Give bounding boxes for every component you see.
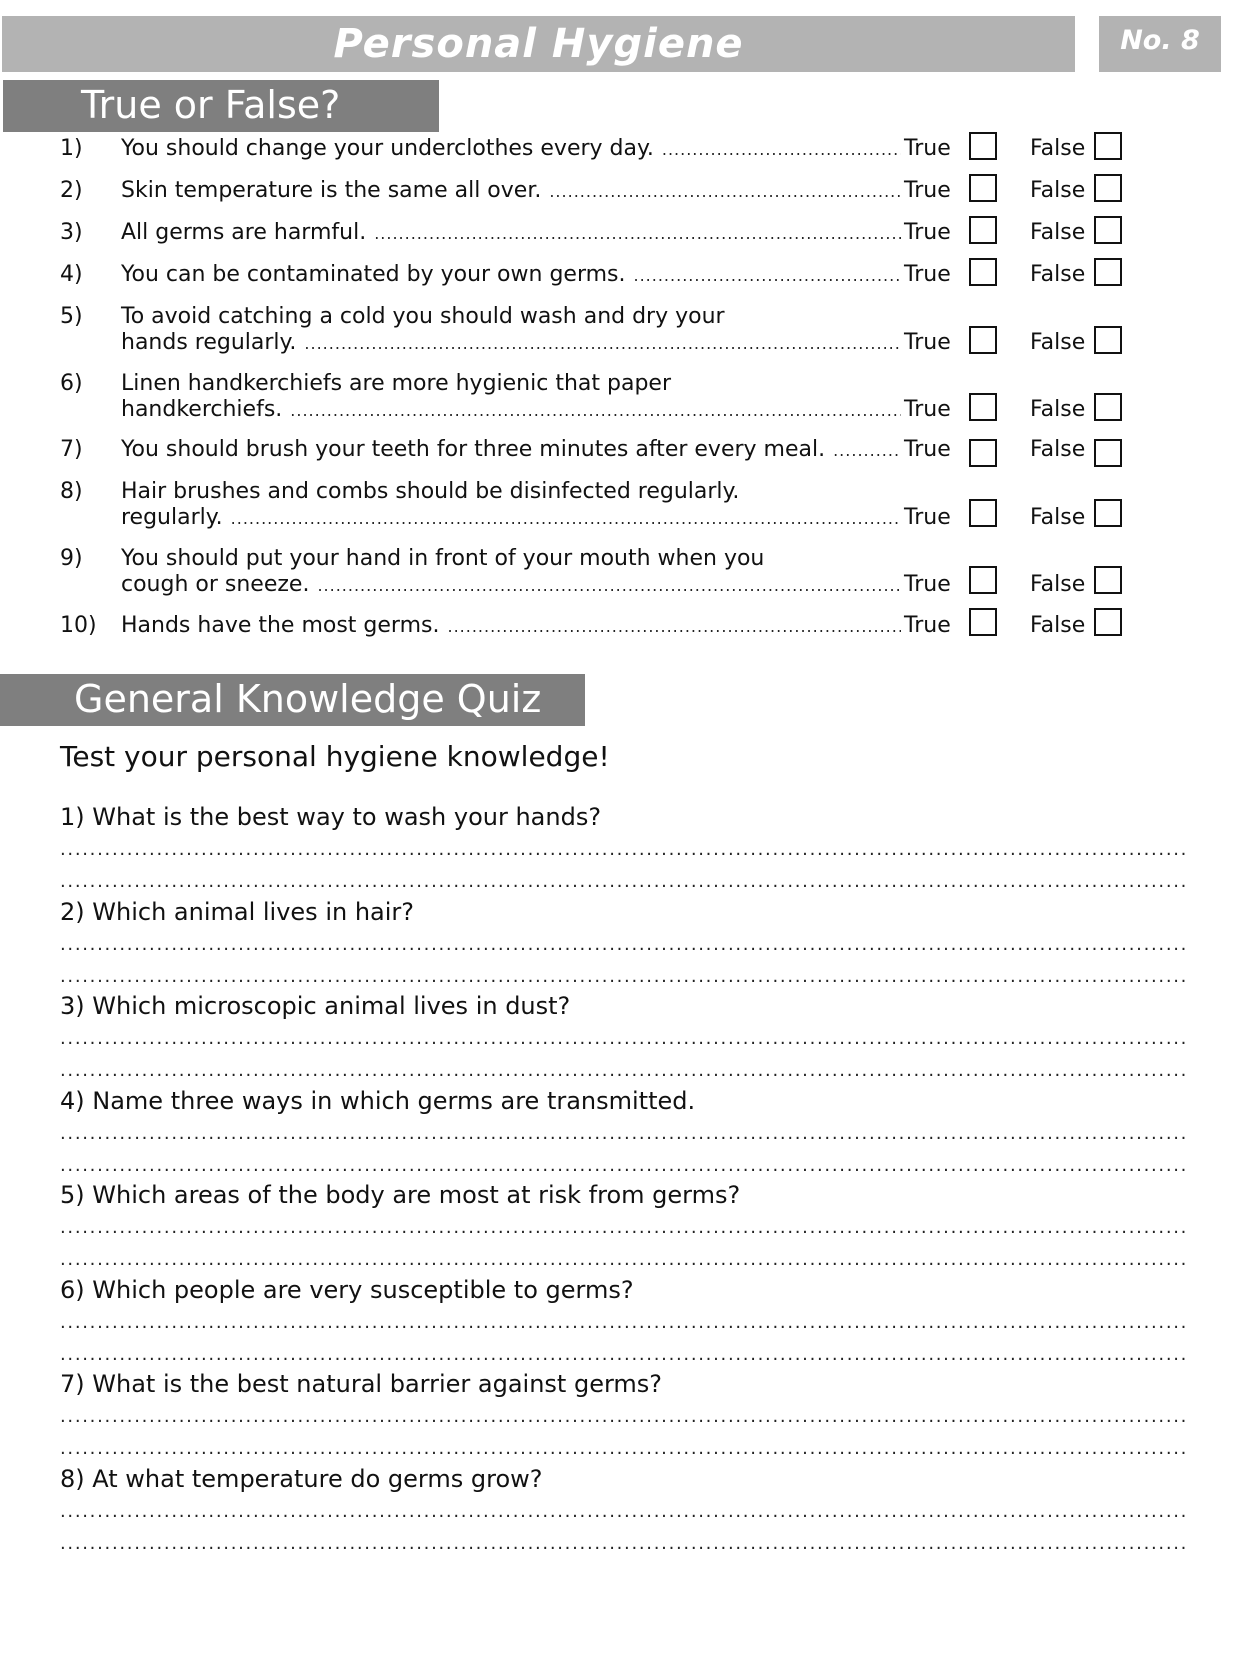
true-checkbox[interactable]: [969, 258, 997, 286]
tf-statement-line: All germs are harmful.: [121, 220, 367, 245]
answer-line[interactable]: [60, 1118, 1185, 1150]
answer-line[interactable]: [60, 1212, 1185, 1244]
tf-statement-line: regularly.: [121, 505, 223, 530]
answer-line[interactable]: [60, 1401, 1185, 1433]
dot-leader: [231, 506, 901, 532]
dot-leader: [634, 263, 902, 289]
quiz-question: [60, 895, 1185, 993]
false-label: False: [1030, 437, 1086, 462]
false-label: False: [1030, 262, 1086, 287]
false-checkbox[interactable]: [1094, 439, 1122, 467]
question-text: 2) Which animal lives in hair?: [60, 897, 415, 926]
dot-leader: [290, 398, 901, 424]
question-text: 3) Which microscopic animal lives in dust?: [60, 992, 571, 1020]
true-label: True: [904, 505, 951, 530]
answer-line[interactable]: [60, 929, 1185, 961]
answer-line[interactable]: [60, 866, 1185, 898]
quiz-subtitle: Test your personal hygiene knowledge!: [60, 740, 610, 773]
tf-statement-line: hands regularly.: [121, 330, 297, 355]
false-label: False: [1030, 330, 1086, 355]
true-label: True: [904, 330, 951, 355]
answer-line[interactable]: [60, 1307, 1185, 1339]
answer-line[interactable]: [60, 1150, 1185, 1182]
dot-leader: [374, 221, 901, 247]
tf-statement-line: Hair brushes and combs should be disinfected regularly.: [121, 479, 740, 504]
tf-statement-line: You can be contaminated by your own germs.: [121, 262, 626, 287]
question-text: 6) Which people are very susceptible to germs?: [60, 1275, 634, 1304]
false-checkbox[interactable]: [1094, 566, 1122, 594]
true-checkbox[interactable]: [969, 326, 997, 354]
true-label: True: [904, 613, 951, 638]
tf-number: 3): [60, 220, 83, 245]
false-label: False: [1030, 178, 1086, 203]
true-checkbox[interactable]: [969, 608, 997, 636]
false-checkbox[interactable]: [1094, 132, 1122, 160]
quiz-question: [60, 1084, 1185, 1182]
true-label: True: [904, 220, 951, 245]
dot-leader: [833, 438, 901, 464]
answer-line[interactable]: [60, 1496, 1185, 1528]
true-label: True: [904, 178, 951, 203]
tf-number: 8): [60, 479, 83, 504]
answer-line[interactable]: [60, 1528, 1185, 1560]
false-checkbox[interactable]: [1094, 174, 1122, 202]
false-checkbox[interactable]: [1094, 326, 1122, 354]
quiz-question: [60, 1273, 1185, 1371]
true-checkbox[interactable]: [969, 393, 997, 421]
worksheet-title: Personal Hygiene: [2, 16, 1075, 72]
answer-line[interactable]: [60, 1244, 1185, 1276]
tf-statement-line: You should put your hand in front of your mouth when you: [121, 546, 765, 571]
false-label: False: [1030, 220, 1086, 245]
quiz-question: [60, 800, 1185, 898]
false-label: False: [1030, 136, 1086, 161]
true-checkbox[interactable]: [969, 174, 997, 202]
false-label: False: [1030, 397, 1086, 422]
false-label: False: [1030, 613, 1086, 638]
false-label: False: [1030, 572, 1086, 597]
tf-statement-line: handkerchiefs.: [121, 397, 283, 422]
true-label: True: [904, 572, 951, 597]
true-checkbox[interactable]: [969, 132, 997, 160]
false-checkbox[interactable]: [1094, 216, 1122, 244]
tf-statement: [121, 220, 901, 247]
dot-leader: [317, 573, 901, 599]
tf-statement: [121, 479, 901, 532]
tf-number: 9): [60, 546, 83, 571]
true-checkbox[interactable]: [969, 439, 997, 467]
tf-statement: [121, 262, 901, 289]
tf-statement: [121, 437, 901, 464]
tf-statement: [121, 371, 901, 424]
true-label: True: [904, 437, 951, 462]
quiz-question: [60, 1367, 1185, 1465]
quiz-question: [60, 1178, 1185, 1276]
dot-leader: [549, 179, 901, 205]
true-label: True: [904, 262, 951, 287]
tf-statement: [121, 546, 901, 599]
tf-statement-line: Linen handkerchiefs are more hygienic that paper: [121, 371, 671, 396]
tf-number: 7): [60, 437, 83, 462]
tf-number: 5): [60, 304, 83, 329]
answer-line[interactable]: [60, 1055, 1185, 1087]
question-text: 7) What is the best natural barrier against germs?: [60, 1370, 663, 1398]
tf-statement-line: You should brush your teeth for three minutes after every meal.: [121, 437, 826, 462]
tf-statement-line: Skin temperature is the same all over.: [121, 178, 542, 203]
true-false-heading: True or False?: [3, 80, 439, 132]
tf-number: 4): [60, 262, 83, 287]
false-checkbox[interactable]: [1094, 499, 1122, 527]
tf-statement-line: Hands have the most germs.: [121, 613, 440, 638]
tf-statement-line: To avoid catching a cold you should wash and dry your: [121, 304, 725, 329]
question-text: 1) What is the best way to wash your hands?: [60, 803, 602, 831]
tf-statement: [121, 613, 901, 640]
true-label: True: [904, 397, 951, 422]
question-text: 4) Name three ways in which germs are transmitted.: [60, 1086, 696, 1115]
tf-statement-line: You should change your underclothes every day.: [121, 136, 654, 161]
tf-statement-line: cough or sneeze.: [121, 572, 310, 597]
true-checkbox[interactable]: [969, 216, 997, 244]
quiz-question: [60, 989, 1185, 1087]
tf-statement: [121, 304, 901, 357]
dot-leader: [304, 331, 901, 357]
tf-statement: [121, 178, 901, 205]
answer-line[interactable]: [60, 1023, 1185, 1055]
false-checkbox[interactable]: [1094, 393, 1122, 421]
false-label: False: [1030, 505, 1086, 530]
tf-number: 10): [60, 613, 97, 638]
false-checkbox[interactable]: [1094, 608, 1122, 636]
dot-leader: [447, 614, 901, 640]
true-checkbox[interactable]: [969, 566, 997, 594]
true-checkbox[interactable]: [969, 499, 997, 527]
dot-leader: [662, 137, 901, 163]
question-text: 5) Which areas of the body are most at risk from germs?: [60, 1181, 741, 1209]
quiz-question: [60, 1462, 1185, 1560]
answer-line[interactable]: [60, 1339, 1185, 1371]
tf-number: 2): [60, 178, 83, 203]
answer-line[interactable]: [60, 834, 1185, 866]
answer-line[interactable]: [60, 961, 1185, 993]
true-label: True: [904, 136, 951, 161]
worksheet-number: No. 8: [1099, 16, 1221, 72]
quiz-heading: General Knowledge Quiz: [0, 674, 585, 726]
tf-number: 6): [60, 371, 83, 396]
false-checkbox[interactable]: [1094, 258, 1122, 286]
tf-statement: [121, 136, 901, 163]
tf-number: 1): [60, 136, 83, 161]
question-text: 8) At what temperature do germs grow?: [60, 1464, 543, 1493]
answer-line[interactable]: [60, 1433, 1185, 1465]
